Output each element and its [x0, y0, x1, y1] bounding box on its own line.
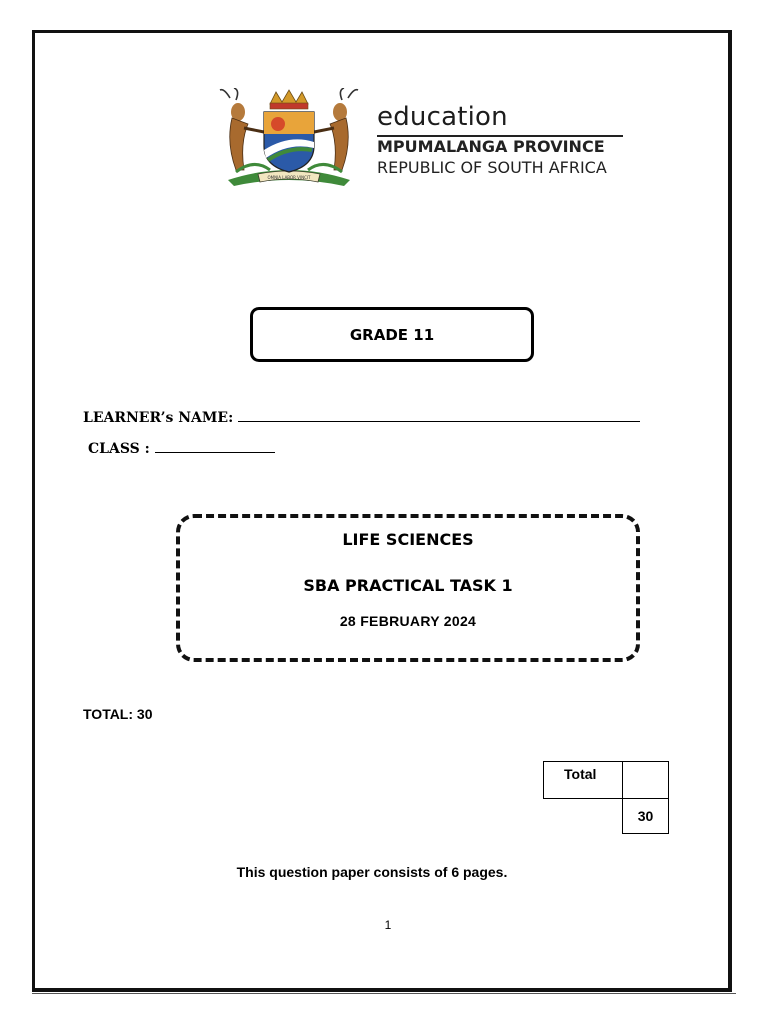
page-number: 1 — [384, 918, 392, 932]
province-name: MPUMALANGA PROVINCE — [377, 137, 605, 156]
learner-name-field[interactable] — [238, 420, 640, 422]
learner-name-label: LEARNER’s NAME: — [83, 410, 234, 426]
emblem-motto: OMNIA LABOR VINCIT — [267, 175, 311, 180]
subject-name: LIFE SCIENCES — [342, 530, 474, 549]
task-name: SBA PRACTICAL TASK 1 — [303, 576, 513, 595]
left-kudu-icon — [220, 88, 264, 170]
department-title: education — [377, 102, 508, 132]
grade-box — [250, 307, 534, 362]
class-label: CLASS : — [88, 441, 150, 457]
score-table — [543, 761, 669, 834]
grade-label: GRADE 11 — [349, 325, 435, 344]
learner-name-row — [83, 410, 640, 426]
pages-note: This question paper consists of 6 pages. — [236, 864, 508, 880]
score-max-value: 30 — [623, 799, 669, 834]
class-row — [88, 441, 275, 457]
score-table-label: Total — [544, 762, 623, 799]
right-kudu-icon — [314, 88, 358, 170]
bottom-rule — [32, 993, 736, 994]
score-table-spacer — [544, 799, 623, 834]
coat-of-arms-icon — [214, 88, 364, 188]
crown-icon — [270, 90, 308, 109]
shield-icon — [264, 112, 314, 172]
total-marks-label: TOTAL: 30 — [83, 706, 153, 722]
task-date: 28 FEBRUARY 2024 — [339, 613, 477, 629]
class-field[interactable] — [155, 451, 275, 453]
score-entry-cell[interactable] — [623, 762, 669, 799]
country-name: REPUBLIC OF SOUTH AFRICA — [377, 158, 607, 177]
